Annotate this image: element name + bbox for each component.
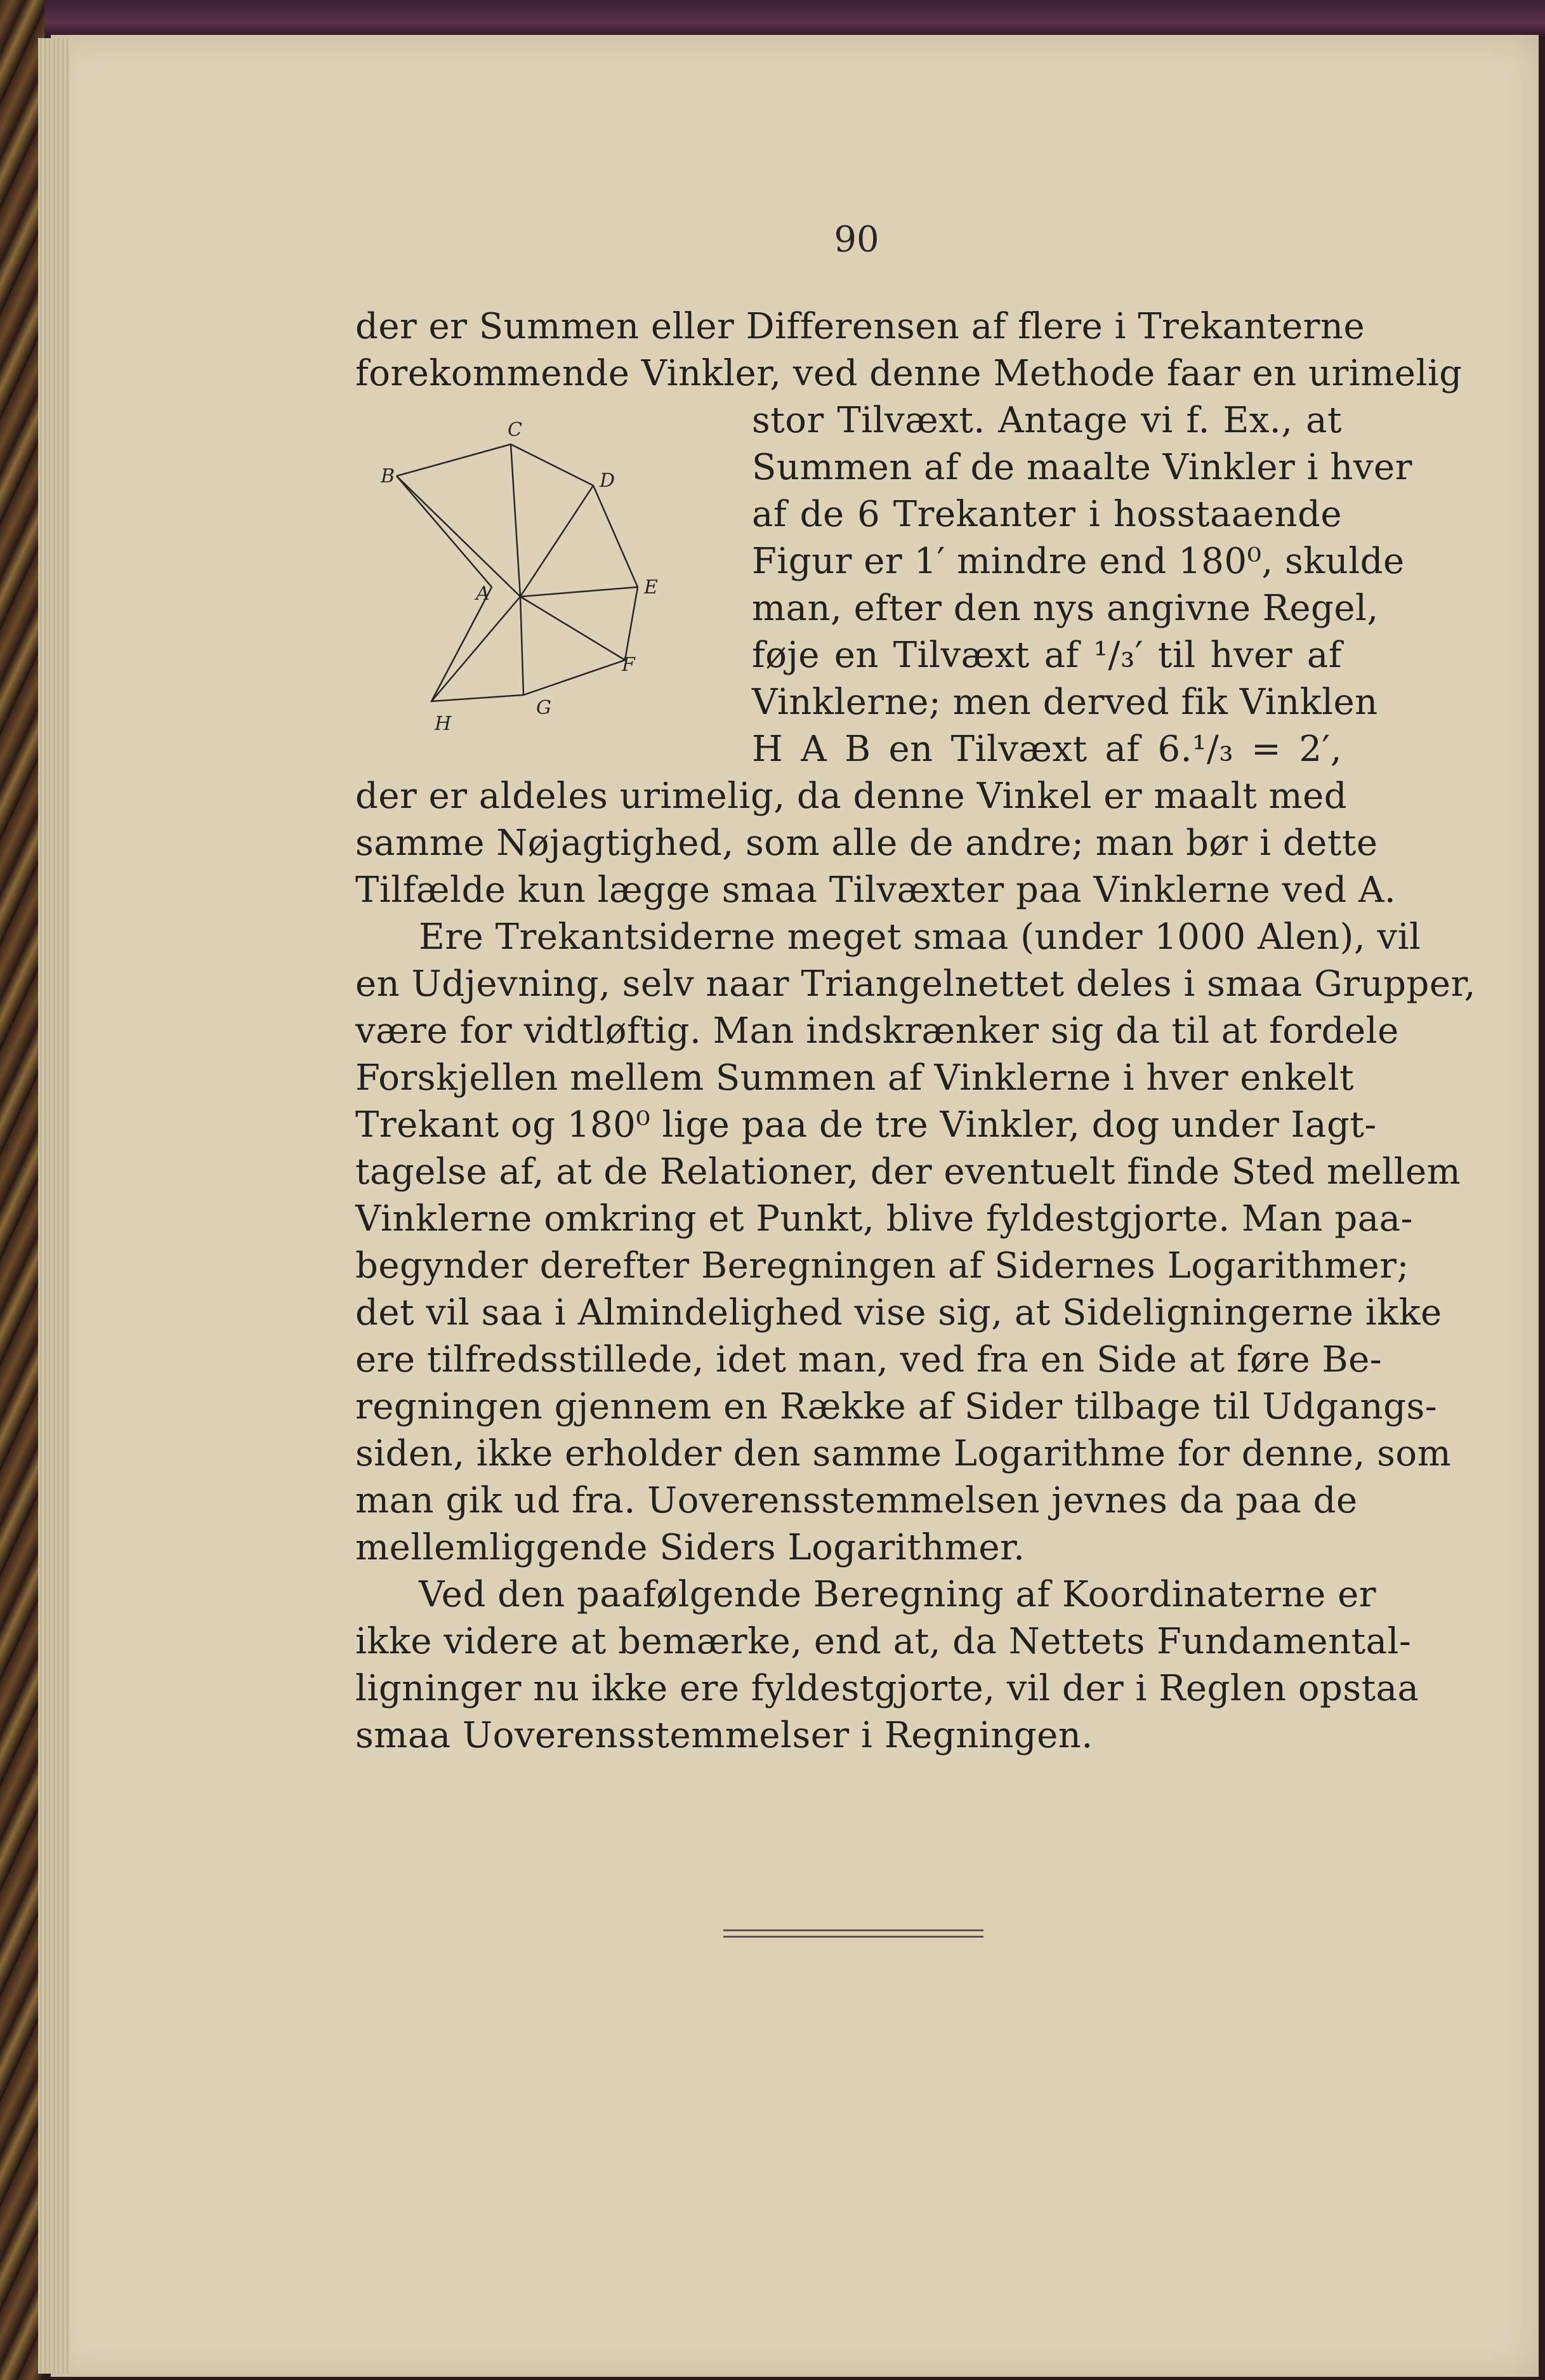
text-line: regningen gjennem en Række af Sider tilbage til Udgangs-	[355, 1386, 1438, 1427]
text-line: Trekant og 180⁰ lige paa de tre Vinkler, dog under Iagt-	[355, 1104, 1377, 1146]
section-divider-rule	[723, 1936, 983, 1938]
spoke-a-e	[520, 587, 638, 597]
text-line: føje en Tilvæxt af ¹/₃′ til hver af	[752, 635, 1342, 676]
text-line: Ere Trekantsiderne meget smaa (under 1000 Alen), vil	[419, 916, 1421, 958]
figure-label-e: E	[644, 576, 658, 598]
text-line: Vinklerne; men derved fik Vinklen	[752, 682, 1378, 723]
spoke-a-h	[431, 597, 520, 701]
triangle-network-figure	[378, 416, 682, 746]
text-line: man, efter den nys angivne Regel,	[752, 588, 1379, 629]
book-cover-band	[0, 0, 1545, 38]
text-line: af de 6 Trekanter i hosstaaende	[752, 494, 1342, 535]
text-line: være for vidtløftig. Man indskrænker sig da til at fordele	[355, 1010, 1399, 1052]
text-line: man gik ud fra. Uoverensstemmelsen jevnes da paa de	[355, 1480, 1358, 1521]
spoke-a-c	[511, 444, 520, 597]
page-stack-edges	[38, 38, 70, 2374]
figure-label-b: B	[381, 465, 395, 487]
text-line: en Udjevning, selv naar Triangelnettet deles i smaa Grupper,	[355, 963, 1476, 1005]
text-line: H A B en Tilvæxt af 6.¹/₃ = 2′,	[752, 729, 1342, 770]
text-line: der er aldeles urimelig, da denne Vinkel er maalt med	[355, 776, 1348, 817]
text-line: smaa Uoverensstemmelser i Regningen.	[355, 1715, 1093, 1756]
spoke-a-f	[520, 597, 625, 660]
text-line: det vil saa i Almindelighed vise sig, at Sideligningerne ikke	[355, 1292, 1442, 1333]
figure-label-h: H	[435, 713, 452, 735]
text-line: Vinklerne omkring et Punkt, blive fyldestgjorte. Man paa-	[355, 1198, 1413, 1240]
text-line: Tilfælde kun lægge smaa Tilvæxter paa Vinklerne ved A.	[355, 869, 1397, 911]
text-line: tagelse af, at de Relationer, der eventuelt finde Sted mellem	[355, 1151, 1461, 1193]
text-line: mellemliggende Siders Logarithmer.	[355, 1527, 1025, 1568]
paragraph-3	[355, 1571, 1419, 1759]
text-line: der er Summen eller Differensen af flere i Trekanterne	[355, 306, 1365, 347]
text-line: ligninger nu ikke ere fyldestgjorte, vil der i Reglen opstaa	[355, 1668, 1419, 1709]
text-line: ere tilfredsstillede, idet man, ved fra en Side at føre Be-	[355, 1339, 1383, 1380]
text-line: begynder derefter Beregningen af Sidernes Logarithmer;	[355, 1245, 1409, 1286]
figure-label-d: D	[600, 470, 615, 492]
text-line: siden, ikke erholder den samme Logarithme for denne, som	[355, 1433, 1452, 1474]
page-number: 90	[834, 219, 879, 260]
figure-label-f: F	[622, 654, 635, 676]
text-line: stor Tilvæxt. Antage vi f. Ex., at	[752, 400, 1342, 441]
text-line: forekommende Vinkler, ved denne Methode faar en urimelig	[355, 353, 1463, 394]
spoke-a-d	[520, 486, 593, 597]
figure-label-c: C	[508, 419, 522, 441]
spoke-a-g	[520, 597, 523, 695]
figure-label-g: G	[536, 697, 551, 719]
paragraph-2	[355, 914, 1476, 1571]
text-line: Ved den paafølgende Beregning af Koordinaterne er	[419, 1574, 1376, 1615]
paragraph-1-beside-figure	[752, 397, 1412, 773]
paragraph-1-bottom	[355, 773, 1397, 914]
spoke-a-b	[397, 476, 520, 597]
figure-label-a: A	[476, 583, 490, 605]
text-line: Forskjellen mellem Summen af Vinklerne i hver enkelt	[355, 1057, 1354, 1099]
text-line: Figur er 1′ mindre end 180⁰, skulde	[752, 541, 1405, 582]
section-divider-rule	[723, 1929, 983, 1931]
text-line: samme Nøjagtighed, som alle de andre; man bør i dette	[355, 823, 1378, 864]
paragraph-1-top	[355, 303, 1463, 397]
text-line: ikke videre at bemærke, end at, da Nettets Fundamental-	[355, 1621, 1412, 1662]
text-line: Summen af de maalte Vinkler i hver	[752, 447, 1412, 488]
